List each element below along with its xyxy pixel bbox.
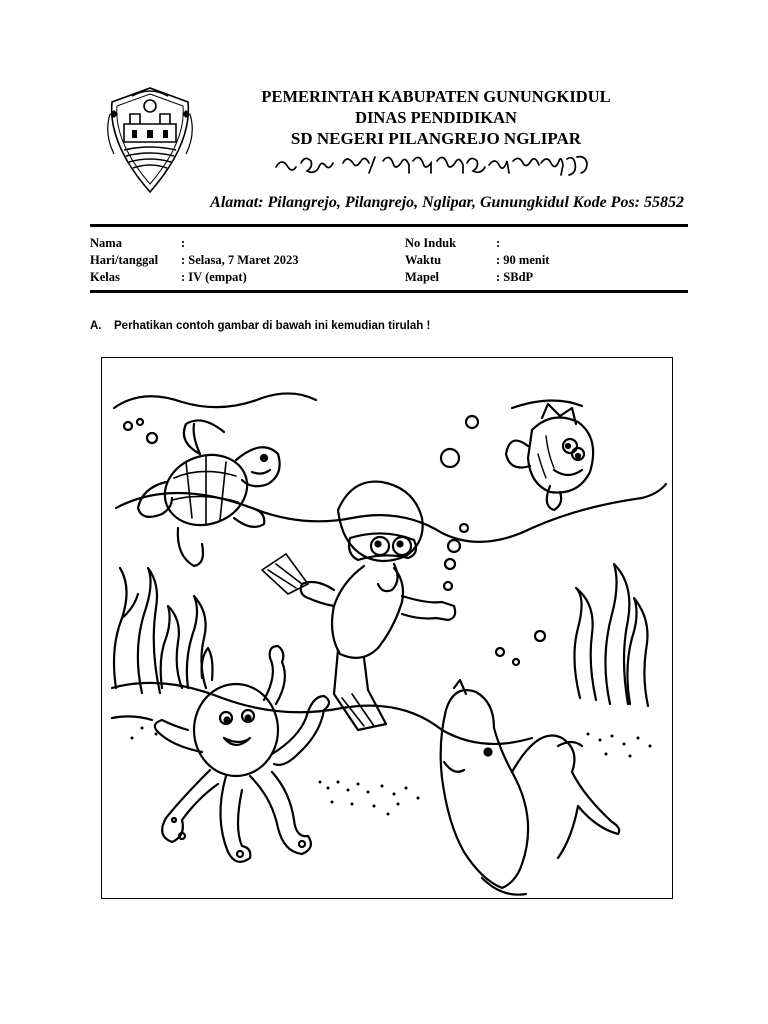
name-label: Nama [90,236,122,250]
class-label: Kelas [90,270,120,284]
student-id-value: : [496,236,501,250]
student-id-label: No Induk [405,236,457,250]
gunungkidul-emblem-icon [102,84,198,196]
letterhead [196,86,676,179]
name-value: : [181,236,186,250]
info-row [90,236,688,253]
info-row [90,270,688,287]
class-value: : IV (empat) [181,270,247,284]
date-value: : Selasa, 7 Maret 2023 [181,253,299,267]
date-label: Hari/tanggal [90,253,159,267]
instruction-text: Perhatikan contoh gambar di bawah ini kemudian tirulah ! [114,320,431,332]
department-name: DINAS PENDIDIKAN [355,108,517,127]
info-divider [90,290,688,293]
government-name: PEMERINTAH KABUPATEN GUNUNGKIDUL [261,87,611,106]
subject-value: : SBdP [496,270,534,284]
header-divider [90,224,688,227]
illustration-frame [101,357,673,899]
school-name: SD NEGERI PILANGREJO NGLIPAR [290,129,582,148]
underwater-coloring-illustration [102,358,672,898]
javanese-script-icon [196,149,676,179]
school-address: Alamat: Pilangrejo, Pilangrejo, Nglipar, Gunungkidul Kode Pos: 55852 [210,194,684,211]
time-label: Waktu [405,253,442,267]
section-number: A. [90,320,102,332]
student-info-table [90,236,688,287]
info-row [90,253,688,270]
time-value: : 90 menit [496,253,550,267]
subject-label: Mapel [405,270,440,284]
section-instruction [90,320,430,332]
